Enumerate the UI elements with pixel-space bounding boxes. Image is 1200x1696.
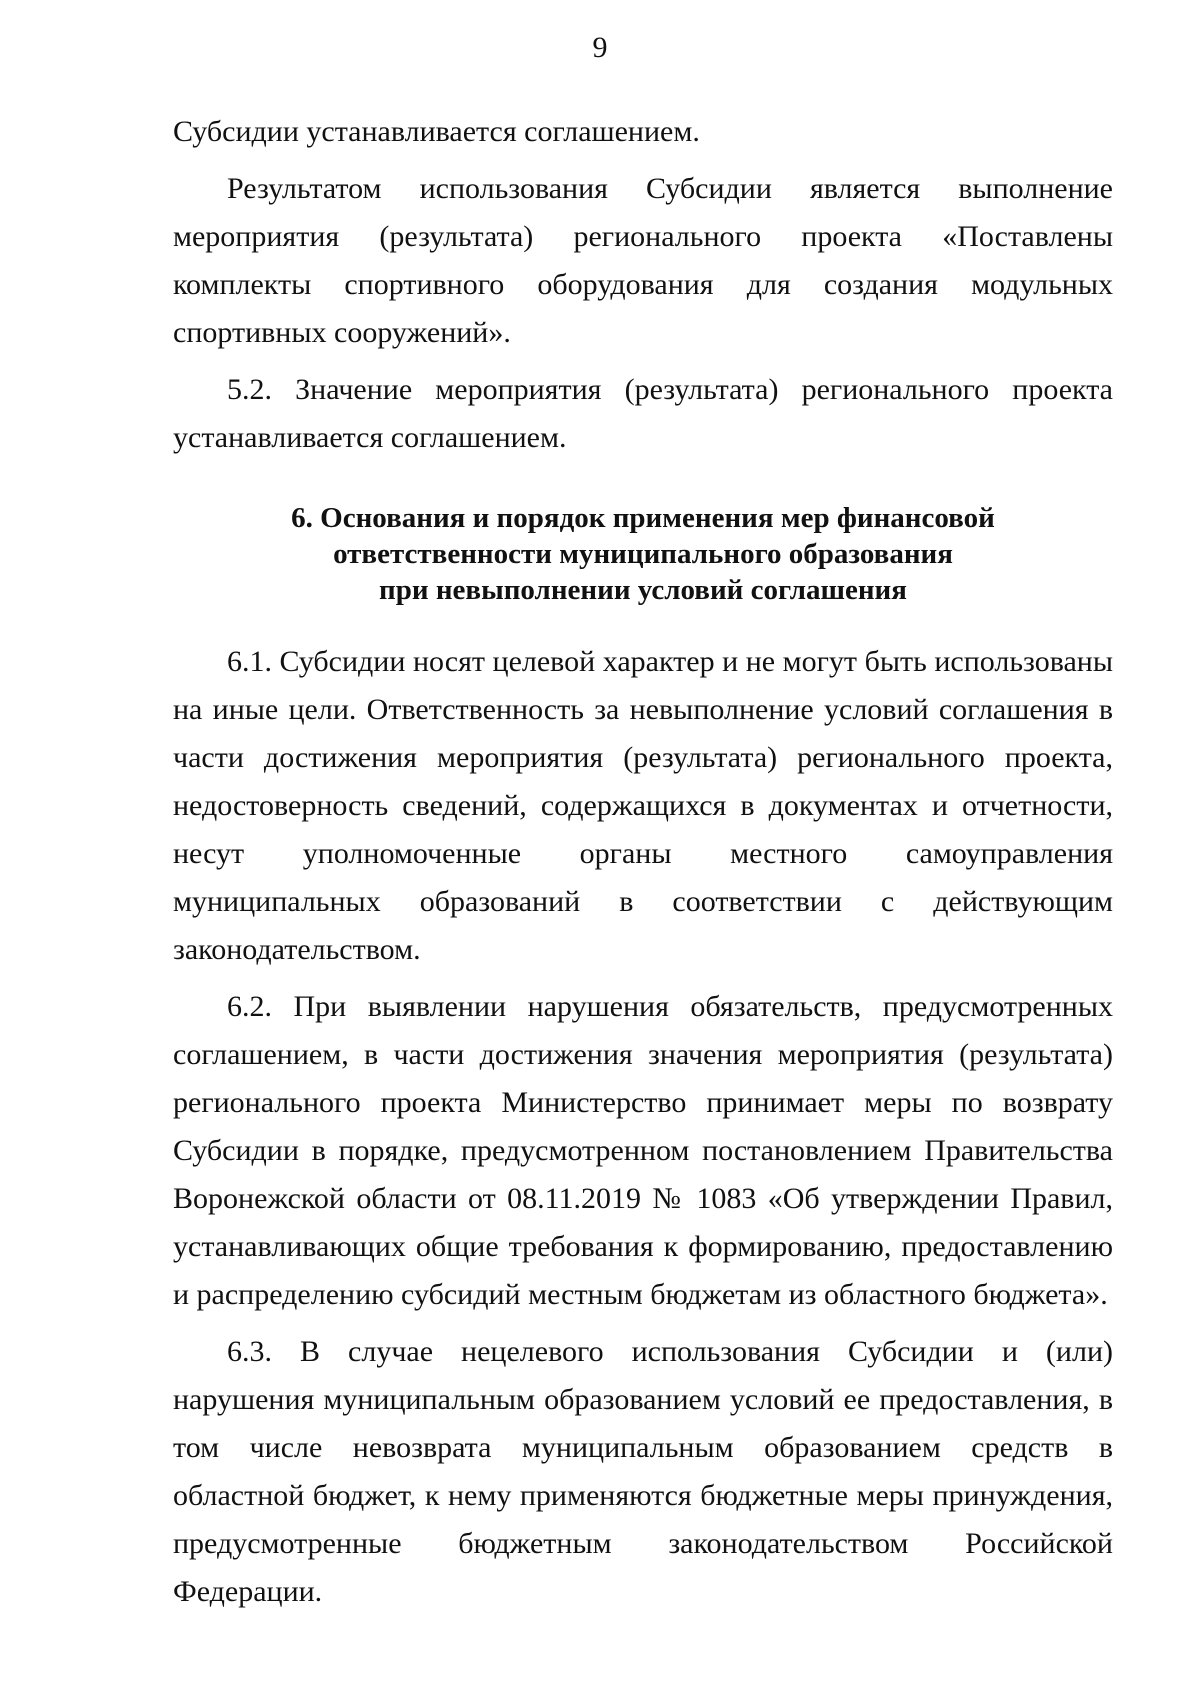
document-body [173,108,1113,1625]
page-number: 9 [592,31,608,64]
section-6-heading [173,500,1113,608]
section-6-heading-line-3: при невыполнении условий соглашения [379,574,907,606]
paragraph-6-1: 6.1. Субсидии носят целевой характер и не могут быть использованы на иные цели. Ответственность за невыполнение условий соглашения в части достижения мероприятия (результата) регионального проекта, недостоверность сведений, содержащихся в документах и отчетности, несут уполномоченные органы местного самоуправления муниципальных образований в соответствии с действующим законодательством. [173,645,1113,966]
paragraph-5-2: 5.2. Значение мероприятия (результата) регионального проекта устанавливается соглашением. [173,373,1113,454]
paragraph-6-2: 6.2. При выявлении нарушения обязательств, предусмотренных соглашением, в части достижения значения мероприятия (результата) регионального проекта Министерство принимает меры по возврату Субсидии в порядке, предусмотренном постановлением Правительства Воронежской области от 08.11.2019 № 1083 «Об утверждении Правил, устанавливающих общие требования к формированию, предоставлению и распределению субсидий местным бюджетам из областного бюджета». [173,990,1113,1311]
paragraph-result: Результатом использования Субсидии является выполнение мероприятия (результата) регионального проекта «Поставлены комплекты спортивного оборудования для создания модульных спортивных сооружений». [173,172,1113,349]
section-6-heading-line-1: 6. Основания и порядок применения мер финансовой [291,502,995,534]
section-6-heading-line-2: ответственности муниципального образования [333,538,953,570]
paragraph-continuation: Субсидии устанавливается соглашением. [173,115,700,148]
paragraph-6-3: 6.3. В случае нецелевого использования Субсидии и (или) нарушения муниципальным образованием условий ее предоставления, в том числе невозврата муниципальным образованием средств в областной бюджет, к нему применяются бюджетные меры принуждения, предусмотренные бюджетным законодательством Российской Федерации. [173,1335,1113,1608]
